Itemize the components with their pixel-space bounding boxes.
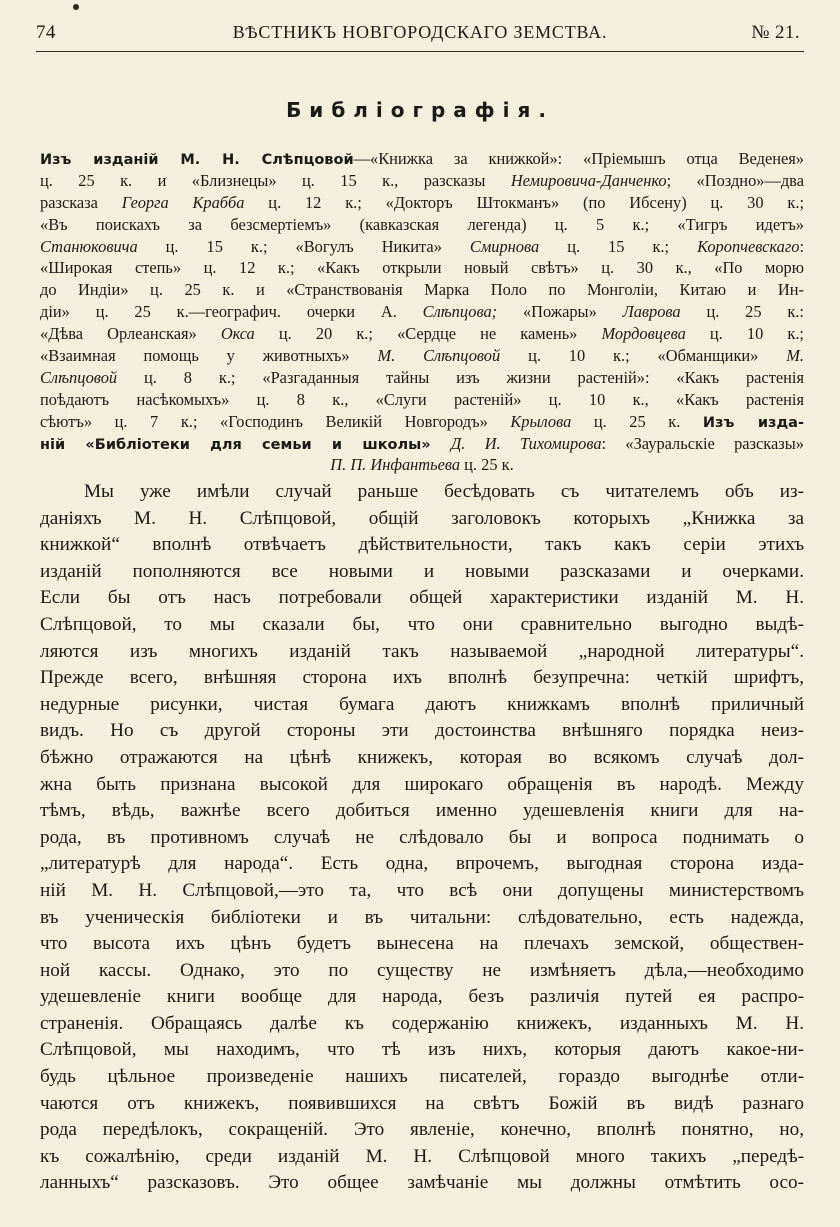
author-name: Коропчевскаго [697, 236, 800, 256]
author-name: Окса [220, 324, 255, 344]
entry-text: «Широкая степь» ц. 12 к.; «Какъ открыли новый свѣтъ» ц. 30 к., «По морю [40, 258, 804, 278]
bibliography-line [40, 236, 804, 258]
bibliography-line [40, 367, 804, 389]
paragraph-line: рода, въ противномъ случаѣ не слѣдовало бы и вопроса поднимать о [40, 826, 804, 848]
entry-text: : [799, 236, 805, 256]
paragraph-line: видъ. Но съ другой стороны эти достоинства внѣшняго порядка неиз- [40, 720, 804, 742]
bibliography-line [40, 389, 804, 411]
author-name: Мордовцева [601, 324, 686, 344]
paragraph-line: изданій пополняются все новыми и новыми разсказами и очерками. [40, 560, 804, 582]
section-title: Библіографія. [286, 98, 554, 122]
running-header [36, 22, 804, 50]
entry-text: ц. 25 к.: [680, 302, 804, 322]
paragraph-line: недурные рисунки, чистая бумага даютъ книжкамъ вполнѣ приличный [40, 693, 804, 715]
bibliography-line [40, 257, 804, 279]
author-name: Станюковича [40, 236, 138, 256]
entry-text: ц. 25 к. [571, 411, 703, 431]
bibliography-line [40, 148, 804, 170]
paragraph-line: удешевленіе книги вообще для народа, безъ различія путей ея распро- [40, 986, 804, 1008]
entry-text: ц. 10 к.; [685, 324, 804, 344]
entry-text: ц. 25 к. [460, 455, 514, 475]
bibliography-line [40, 170, 804, 192]
paragraph-line: рода передѣлокъ, сокращеній. Это явленіе, конечно, вполнѣ понятно, но, [40, 1119, 804, 1141]
entry-text: ; «Поздно»—два [666, 170, 804, 190]
author-name: Д. И. Тихомирова [450, 433, 602, 453]
author-name: Слѣпцова; [422, 302, 498, 322]
bibliography-block [40, 148, 804, 476]
author-name: Георга Крабба [121, 192, 245, 212]
entry-text: ц. 15 к.; «Вогулъ Никита» [137, 236, 470, 256]
author-name: М. [786, 346, 805, 366]
entry-text: —«Книжка за книжкой»: «Пріемышъ отца Веденея» [353, 149, 804, 168]
entry-text: разсказа [40, 192, 122, 212]
ink-dot [73, 4, 79, 10]
entry-text: «Дѣва Орлеанская» [40, 324, 221, 344]
bibliography-line [40, 411, 804, 433]
journal-title: ВѢСТНИКЪ НОВГОРОДСКАГО ЗЕМСТВА. [232, 22, 608, 42]
author-name: Слѣпцовой [40, 367, 118, 387]
bibliography-line [40, 301, 804, 323]
paragraph-line: ній М. Н. Слѣпцовой,—это та, что всѣ они допущены министерствомъ [40, 879, 804, 901]
bibliography-line [40, 323, 804, 345]
paragraph-line: бѣжно отражаются на цѣнѣ книжекъ, которая во всякомъ случаѣ дол- [40, 746, 804, 768]
paragraph-line: даніяхъ М. Н. Слѣпцовой, общій заголовокъ которыхъ „Книжка за [40, 507, 804, 529]
entry-text: сѣютъ» ц. 7 к.; «Господинъ Великій Новгородъ» [40, 411, 511, 431]
publisher-heading: Изъ изданій М. Н. Слѣпцовой [40, 152, 354, 168]
bibliography-line [40, 433, 804, 455]
bibliography-line [40, 279, 804, 301]
paragraph-line: страненія. Обращаясь далѣе къ содержанію книжекъ, изданныхъ М. Н. [40, 1012, 804, 1034]
paragraph-line: что высота ихъ цѣнъ будетъ вынесена на плечахъ земской, обществен- [40, 933, 804, 955]
entry-text: поѣдаютъ насѣкомыхъ» ц. 8 к., «Слуги растеній» ц. 10 к., «Какъ растенія [40, 389, 804, 409]
paragraph-line: ланныхъ“ разсказовъ. Это общее замѣчаніе мы должны отмѣтить осо- [40, 1172, 804, 1194]
paragraph-line: къ сожалѣнію, среди изданій М. Н. Слѣпцовой много такихъ „передѣ- [40, 1145, 804, 1167]
header-rule [36, 51, 804, 52]
entry-text: ц. 25 к. и «Близнецы» ц. 15 к., разсказы [40, 170, 511, 190]
bibliography-line [40, 345, 804, 367]
entry-text: ц. 20 к.; «Сердце не камень» [254, 324, 602, 344]
paragraph-line: жна быть признана высокой для широкаго обращенія въ народѣ. Между [40, 773, 804, 795]
paragraph-line: книжкой“ вполнѣ отвѣчаетъ дѣйствительности, такъ какъ серіи этихъ [40, 534, 804, 556]
author-name: Крылова [510, 411, 572, 431]
paragraph-line: ной кассы. Однако, это по существу не измѣняетъ дѣла,—необходимо [40, 959, 804, 981]
entry-text: «Взаимная помощь у животныхъ» [40, 346, 378, 366]
page-number: 74 [36, 22, 56, 43]
entry-text: «Въ поискахъ за безсмертіемъ» (кавказская легенда) ц. 5 к.; «Тигръ идетъ» [40, 214, 804, 234]
entry-text: до Индіи» ц. 25 к. и «Странствованія Марка Поло по Монголіи, Китаю и Ин- [40, 280, 804, 300]
paragraph-line: ляются изъ многихъ изданій такъ называемой „народной литературы“. [40, 640, 804, 662]
entry-text: ц. 12 к.; «Докторъ Штокманъ» (по Ибсену) ц. 30 к.; [244, 192, 804, 212]
author-name: М. Слѣпцовой [377, 346, 501, 366]
paragraph-line: Прежде всего, внѣшняя сторона ихъ вполнѣ безупречна: четкій шрифтъ, [40, 667, 804, 689]
paragraph-line: тѣмъ, вѣдь, важнѣе всего добиться именно удешевленія книги для на- [40, 800, 804, 822]
entry-text: «Пожары» [497, 302, 623, 322]
author-name: Немировича-Данченко [510, 170, 667, 190]
entry-text: ц. 8 к.; «Разгаданныя тайны изъ жизни растеній»: «Какъ растенія [117, 367, 804, 387]
paragraph-line: Если бы отъ насъ потребовали общей характеристики изданій М. Н. [40, 587, 804, 609]
author-name: Лаврова [622, 302, 681, 322]
entry-text: ц. 10 к.; «Обманщики» [500, 346, 787, 366]
paragraph-line: Мы уже имѣли случай раньше бесѣдовать съ читателемъ объ из- [84, 481, 804, 502]
paragraph-line: Слѣпцовой, то мы сказали бы, что они сравнительно выгодно выдѣ- [40, 613, 804, 635]
entry-text: ц. 15 к.; [539, 236, 698, 256]
bibliography-line [40, 214, 804, 236]
bibliography-line [40, 192, 804, 214]
review-text [40, 479, 804, 1197]
paragraph-line: Слѣпцовой, мы находимъ, что тѣ изъ нихъ, которыя даютъ какое-ни- [40, 1039, 804, 1061]
entry-text: : «Зауральскіе разсказы» [601, 433, 804, 453]
paragraph-line: будь цѣльное произведеніе нашихъ писателей, гораздо выгоднѣе отли- [40, 1066, 804, 1088]
issue-number: № 21. [751, 22, 800, 43]
author-name: Смирнова [469, 236, 540, 256]
author-name: П. П. Инфантьева [330, 455, 461, 475]
bibliography-line [40, 454, 804, 476]
paragraph-line: „литературѣ для народа“. Есть одна, впрочемъ, выгодная сторона изда- [40, 853, 804, 875]
paragraph-line: въ ученическія библіотеки и въ читальни: слѣдовательно, есть надежда, [40, 906, 804, 928]
publisher-heading: Изъ изда- [702, 414, 804, 431]
publisher-heading: ній «Библіотеки для семьи и школы» [40, 436, 451, 453]
entry-text: діи» ц. 25 к.—географич. очерки А. [40, 302, 423, 322]
paragraph-line: чаются отъ книжекъ, появившихся на свѣтъ Божій въ видѣ разнаго [40, 1092, 804, 1114]
